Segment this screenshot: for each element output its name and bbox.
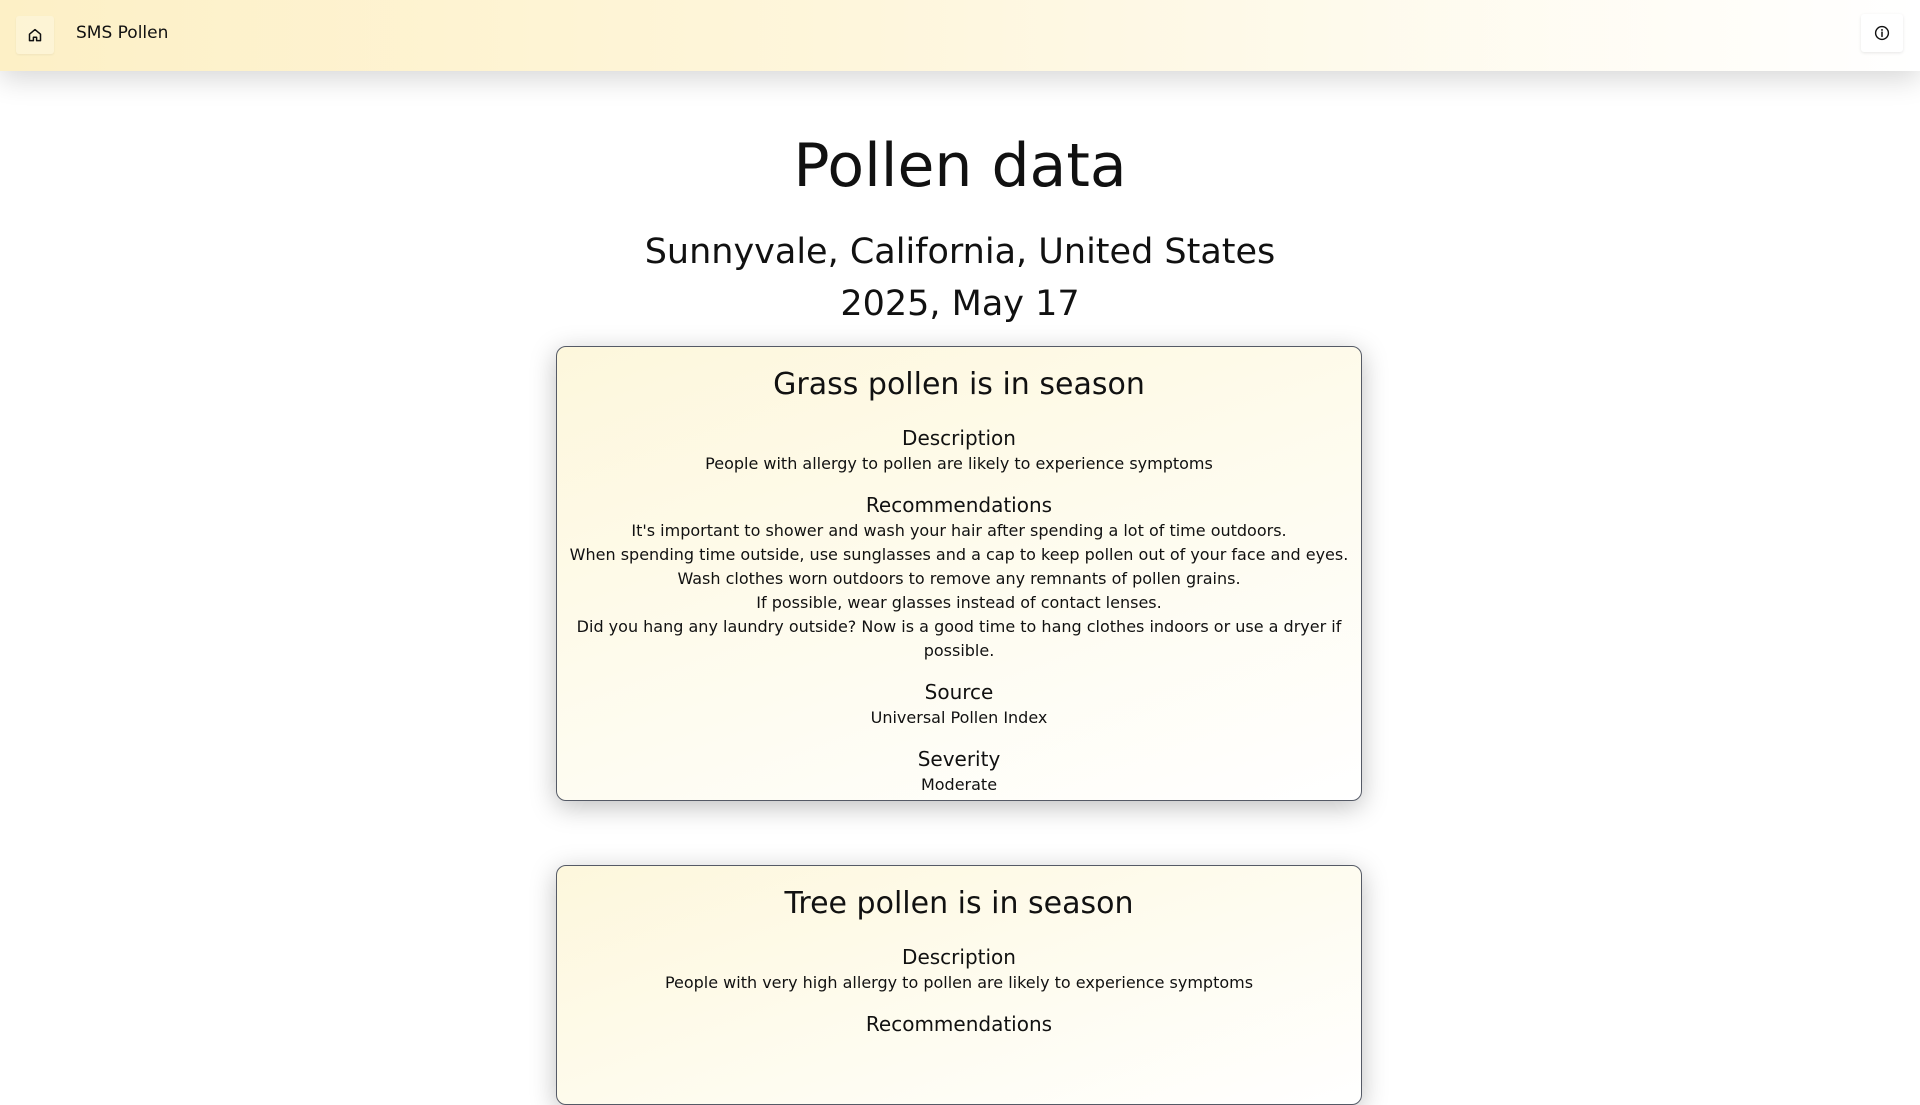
description-text: People with very high allergy to pollen are likely to experience symptoms xyxy=(664,973,1254,992)
severity-heading: Severity xyxy=(917,747,1001,771)
recommendations-heading: Recommendations xyxy=(865,493,1053,517)
date-text: 2025, May 17 xyxy=(840,284,1080,324)
info-button[interactable] xyxy=(1861,14,1903,52)
recommendations-list xyxy=(567,519,1351,663)
info-icon xyxy=(1874,25,1890,41)
recommendation-item: Did you hang any laundry outside? Now is a good time to hang clothes indoors or use a dryer if possible. xyxy=(576,617,1342,660)
recommendation-item: When spending time outside, use sunglasses and a cap to keep pollen out of your face and eyes. xyxy=(569,545,1349,564)
app-title: SMS Pollen xyxy=(76,23,169,43)
pollen-card-grass xyxy=(556,346,1362,801)
source-heading: Source xyxy=(924,680,994,704)
location-text: Sunnyvale, California, United States xyxy=(644,232,1276,272)
pollen-card-tree xyxy=(556,865,1362,1105)
home-icon xyxy=(27,27,43,43)
source-text: Universal Pollen Index xyxy=(870,708,1048,727)
recommendation-item: It's important to shower and wash your hair after spending a lot of time outdoors. xyxy=(631,521,1287,540)
top-app-bar xyxy=(0,0,1920,71)
card-title: Grass pollen is in season xyxy=(773,367,1145,402)
description-heading: Description xyxy=(902,426,1016,450)
severity-text: Moderate xyxy=(920,775,998,794)
page-title: Pollen data xyxy=(793,131,1127,201)
description-text: People with allergy to pollen are likely to experience symptoms xyxy=(705,454,1213,473)
description-heading: Description xyxy=(902,945,1016,969)
recommendation-item: Wash clothes worn outdoors to remove any remnants of pollen grains. xyxy=(677,569,1241,588)
recommendations-heading: Recommendations xyxy=(865,1012,1053,1036)
card-title: Tree pollen is in season xyxy=(784,886,1134,921)
recommendation-item: If possible, wear glasses instead of contact lenses. xyxy=(756,593,1162,612)
home-button[interactable] xyxy=(16,16,54,54)
